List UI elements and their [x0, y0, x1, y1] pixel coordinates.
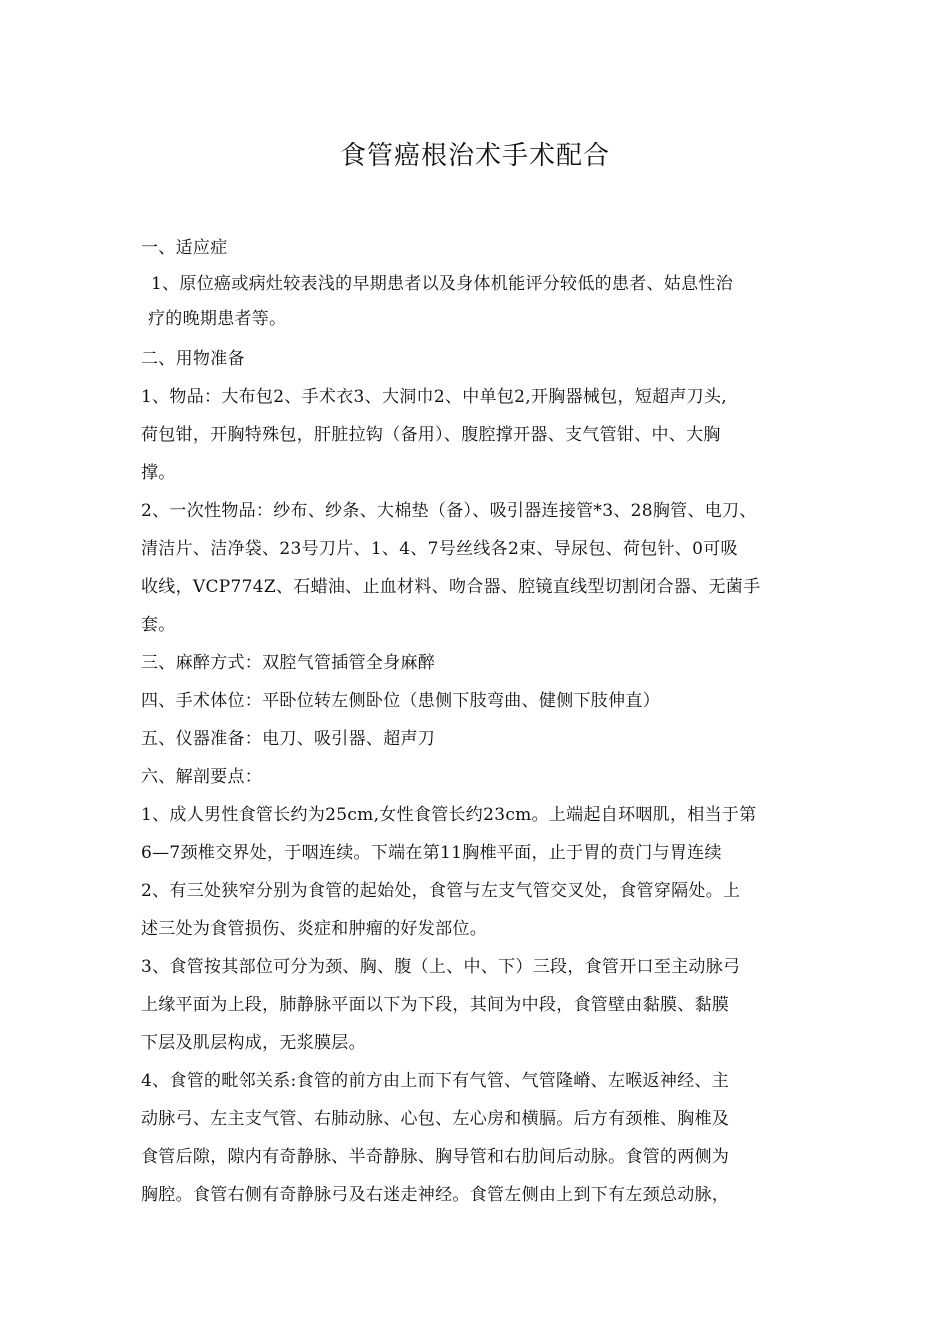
paragraph-line: 述三处为食管损伤、炎症和肿瘤的好发部位。 — [141, 919, 487, 939]
paragraph-line: 食管后隙，隙内有奇静脉、半奇静脉、胸导管和右肋间后动脉。食管的两侧为 — [141, 1147, 730, 1167]
section-heading-supplies: 二、用物准备 — [141, 349, 245, 369]
paragraph-line: 撑。 — [141, 463, 176, 483]
paragraph-line: 动脉弓、左主支气管、右肺动脉、心包、左心房和横膈。后方有颈椎、胸椎及 — [141, 1109, 730, 1129]
paragraph-line: 3、食管按其部位可分为颈、胸、腹（上、中、下）三段，食管开口至主动脉弓 — [141, 957, 741, 977]
section-heading-position: 四、手术体位：平卧位转左侧卧位（患侧下肢弯曲、健侧下肢伸直） — [141, 691, 660, 711]
paragraph-line: 疗的晚期患者等。 — [148, 309, 287, 329]
paragraph-line: 2、有三处狭窄分别为食管的起始处，食管与左支气管交叉处，食管穿隔处。上 — [141, 881, 741, 901]
section-heading-anatomy: 六、解剖要点： — [141, 767, 263, 787]
section-heading-anesthesia: 三、麻醉方式：双腔气管插管全身麻醉 — [141, 653, 436, 673]
paragraph-line: 4、食管的毗邻关系:食管的前方由上而下有气管、气管隆嵴、左喉返神经、主 — [141, 1071, 730, 1091]
paragraph-line: 收线，VCP774Z、石蜡油、止血材料、吻合器、腔镜直线型切割闭合器、无菌手 — [141, 577, 761, 597]
paragraph-line: 清洁片、洁净袋、23号刀片、1、4、7号丝线各2束、导尿包、荷包针、0可吸 — [141, 539, 738, 559]
paragraph-line: 1、成人男性食管长约为25cm,女性食管长约23cm。上端起自环咽肌，相当于第 — [141, 805, 757, 825]
paragraph-line: 2、一次性物品：纱布、纱条、大棉垫（备）、吸引器连接管*3、28胸管、电刀、 — [141, 501, 757, 521]
paragraph-line: 荷包钳，开胸特殊包，肝脏拉钩（备用）、腹腔撑开器、支气管钳、中、大胸 — [141, 425, 721, 445]
paragraph-line: 胸腔。食管右侧有奇静脉弓及右迷走神经。食管左侧由上到下有左颈总动脉， — [141, 1185, 730, 1205]
paragraph-line: 1、物品：大布包2、手术衣3、大洞巾2、中单包2,开胸器械包，短超声刀头, — [141, 387, 727, 407]
paragraph-line: 上缘平面为上段，肺静脉平面以下为下段，其间为中段，食管壁由黏膜、黏膜 — [141, 995, 730, 1015]
paragraph-line: 套。 — [141, 615, 176, 635]
paragraph-line: 1、原位癌或病灶较表浅的早期患者以及身体机能评分较低的患者、姑息性治 — [151, 274, 734, 294]
section-heading-indications: 一、适应症 — [141, 238, 228, 258]
document-title: 食管癌根治术手术配合 — [339, 141, 610, 171]
paragraph-line: 下层及肌层构成，无浆膜层。 — [141, 1033, 366, 1053]
section-heading-instruments: 五、仪器准备：电刀、吸引器、超声刀 — [141, 729, 436, 749]
paragraph-line: 6—7颈椎交界处，于咽连续。下端在第11胸椎平面，止于胃的贲门与胃连续 — [141, 843, 722, 863]
